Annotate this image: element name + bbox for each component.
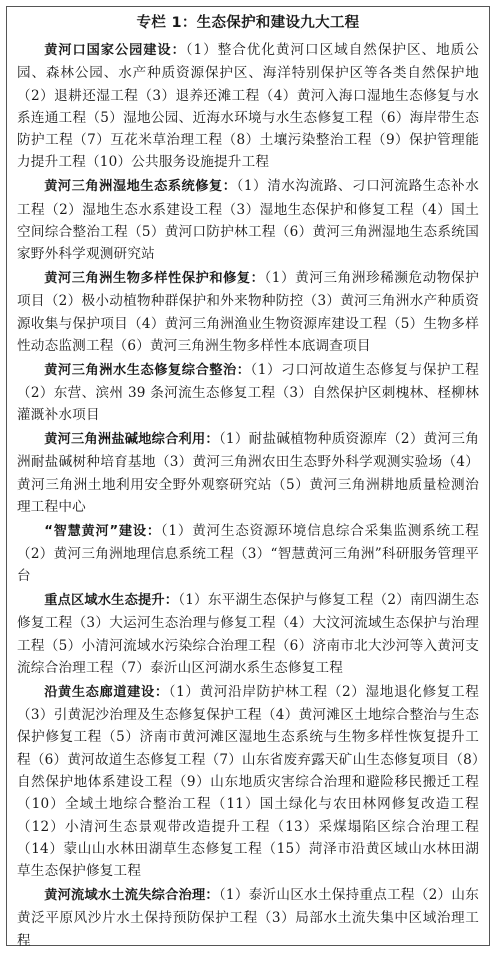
section-body: （1）黄河沿岸防护林工程（2）湿地退化修复工程（3）引黄泥沙治理及生态修复保护工程（4）黄河滩区土地综合整治与生态保护修复工程（5）济南市黄河滩区湿地生态系统与生物多样性恢复提升工程（6）黄河故道生态修复工程（7）山东省废弃露天矿山生态修复项目（8）自然保护地体系建设工程（9）山东地质灾害综合治理和避险移民搬迁工程（10）全域土地综合整治工程（11）国土绿化与农田林网修复改造工程（12）小清河生态景观带改造提升工程（13）采煤塌陷区综合治理工程（14）蒙山山水林田湖草生态修复工程（15）菏泽市沿黄区域山水林田湖草生态保护修复工程 (17, 683, 479, 880)
section-body: （1）黄河三角洲珍稀濒危动物保护项目（2）极小动植物种群保护和外来物种防控（3）黄河三角洲水产种质资源收集与保护项目（4）黄河三角洲渔业生物资源库建设工程（5）生物多样性动态监测工程（6）黄河三角洲生物多样性本底调查项目 (17, 269, 479, 354)
section-smart-yellow-river (17, 520, 479, 588)
section-heading: 黄河三角洲盐碱地综合利用： (44, 432, 219, 448)
section-heading: “智慧黄河”建设： (44, 523, 161, 539)
section-saline-alkali-land (17, 428, 479, 518)
section-yellow-river-estuary-park (17, 39, 479, 174)
section-body: （1）黄河生态资源环境信息综合采集监测系统工程（2）黄河三角洲地理信息系统工程（3）“智慧黄河三角洲”科研服务管理平台 (17, 522, 480, 585)
section-water-ecology-delta (17, 359, 479, 427)
section-key-area-water-ecology (17, 589, 479, 679)
section-body: （1）整合优化黄河口区域自然保护区、地质公园、森林公园、水产种质资源保护区、海洋特别保护区等各类自然保护地（2）退耕还湿工程（3）退养还滩工程（4）黄河入海口湿地生态修复与水系连通工程（5）湿地公园、近海水环境与水生态修复工程（6）海岸带生态防护工程（7）互花米草治理工程（8）土壤污染整治工程（9）保护管理能力提升工程（10）公共服务设施提升工程 (17, 42, 479, 171)
section-body: （1）东平湖生态保护与修复工程（2）南四湖生态修复工程（3）大运河生态治理与修复工程（4）大汶河流域生态保护与治理工程（5）小清河流域水污染综合治理工程（6）济南市北大沙河等入黄河支流综合治理工程（7）泰沂山区河湖水系生态修复工程 (17, 592, 479, 677)
section-heading: 黄河三角洲水生态修复综合整治： (44, 362, 251, 378)
section-wetland-restoration (17, 175, 479, 265)
section-ecological-corridor (17, 681, 479, 883)
section-heading: 黄河口国家公园建设： (44, 43, 186, 58)
section-heading: 黄河三角洲生物多样性保护和修复： (44, 270, 265, 286)
section-soil-erosion (17, 884, 479, 952)
section-biodiversity (17, 267, 479, 357)
section-heading: 沿黄生态廊道建设： (44, 684, 169, 700)
section-body: （1）刁口河故道生态修复与保护工程（2）东营、滨州 39 条河流生态修复工程（3）自然保护区刺槐林、柽柳林灌溉补水项目 (17, 361, 480, 424)
section-body: （1）耐盐碱植物种质资源库（2）黄河三角洲耐盐碱树种培育基地（3）黄河三角洲农田生态野外科学观测实验场（4）黄河三角洲土地利用安全野外观察研究站（5）黄河三角洲耕地质量检测治理工程中心 (17, 431, 479, 515)
section-heading: 黄河流域水土流失综合治理： (44, 887, 219, 903)
box-title: 专栏 1：生态保护和建设九大工程 (136, 15, 360, 31)
section-heading: 重点区域水生态提升： (44, 593, 179, 609)
feature-box (6, 6, 490, 949)
section-body: （1）清水沟流路、刁口河流路生态补水工程（2）湿地生态水系建设工程（3）湿地生态保护和修复工程（4）国土空间综合整治工程（5）黄河口防护林工程（6）黄河三角洲湿地生态系统国家野外科学观测研究站 (17, 178, 479, 263)
section-body: （1）泰沂山区水土保持重点工程（2）山东黄泛平原风沙片水土保持预防保护工程（3）局部水土流失集中区域治理工程 (17, 886, 479, 949)
section-heading: 黄河三角洲湿地生态系统修复： (44, 179, 237, 195)
